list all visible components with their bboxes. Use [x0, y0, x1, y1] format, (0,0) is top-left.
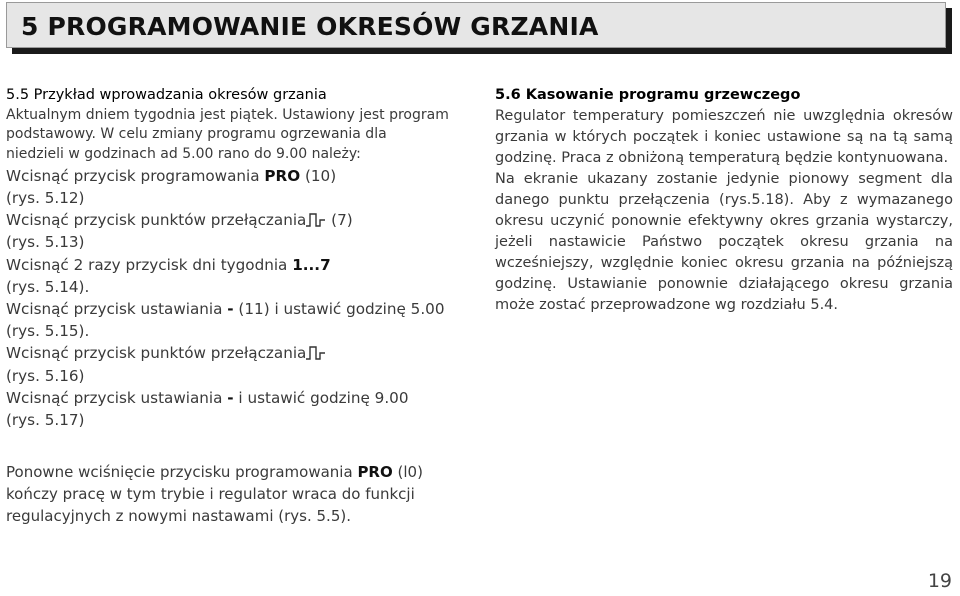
key-label: PRO	[264, 166, 301, 185]
closing-paragraph	[6, 461, 436, 527]
step-text: (10)	[300, 166, 337, 185]
switch-point-pulse-icon	[306, 346, 326, 360]
closing-line: regulacyjnych z nowymi nastawami (rys. 5.5).	[6, 507, 351, 525]
paragraph: Na ekranie ukazany zostanie jedynie pionowy segment dla danego punktu przełączenia (rys.5.18). Aby z wymazanego okresu uczynić ponownie efektywny okres grzania wystarczy, jeżeli nastawicie Państwo początek okresu grzania na wcześniejszy, względnie koniec okresu grzania na późniejszą godzinę. Ustawianie ponownie działającego okresu grzania może zostać przeprowadzone wg rozdziału 5.4.	[495, 170, 953, 313]
figure-ref: (rys. 5.15).	[6, 322, 90, 341]
closing-line: kończy pracę w tym trybie i regulator wraca do funkcji	[6, 485, 415, 503]
key-label: PRO	[357, 463, 393, 481]
step-line	[6, 387, 476, 409]
key-label: -	[227, 388, 234, 407]
step-line	[6, 254, 476, 276]
left-column	[6, 86, 476, 431]
intro-line: podstawowy. W celu zmiany programu ogrzewania dla	[6, 126, 387, 143]
closing-line	[6, 461, 436, 483]
key-label: 1...7	[292, 255, 331, 274]
intro-line: niedzieli w godzinach ad 5.00 rano do 9.00 należy:	[6, 146, 361, 163]
step-line	[6, 165, 476, 187]
step-text: (11) i ustawić godzinę 5.00	[233, 300, 445, 319]
paragraph: Regulator temperatury pomieszczeń nie uwzględnia okresów grzania w których początek i koniec ustawione są na tą samą godzinę. Praca z obniżoną temperaturą będzie kontynuowana.	[495, 107, 953, 166]
step-text: Wcisnąć przycisk ustawiania	[6, 388, 228, 407]
figure-ref: (rys. 5.17)	[6, 411, 85, 430]
step-text: Wcisnąć przycisk punktów przełączania	[6, 344, 307, 363]
closing-text: (l0)	[392, 463, 423, 481]
step-line	[6, 298, 476, 320]
section-heading-5-6: 5.6 Kasowanie programu grzewczego	[495, 87, 801, 103]
closing-text: Ponowne wciśnięcie przycisku programowania	[6, 463, 358, 481]
page-title: 5 PROGRAMOWANIE OKRESÓW GRZANIA	[21, 12, 599, 41]
step-text: (7)	[326, 211, 353, 230]
step-text: i ustawić godzinę 9.00	[233, 388, 409, 407]
step-line	[6, 209, 476, 231]
key-label: -	[227, 300, 234, 319]
step-text: Wcisnąć 2 razy przycisk dni tygodnia	[6, 255, 293, 274]
switch-point-pulse-icon	[306, 213, 326, 227]
right-column	[495, 86, 953, 316]
figure-ref: (rys. 5.16)	[6, 366, 85, 385]
step-line	[6, 342, 476, 364]
section-heading-5-5: 5.5 Przykład wprowadzania okresów grzania	[6, 87, 327, 103]
step-text: Wcisnąć przycisk punktów przełączania	[6, 211, 307, 230]
figure-ref: (rys. 5.13)	[6, 233, 85, 252]
page-number: 19	[927, 570, 952, 592]
figure-ref: (rys. 5.12)	[6, 189, 85, 208]
intro-line: Aktualnym dniem tygodnia jest piątek. Ustawiony jest program	[6, 106, 449, 123]
figure-ref: (rys. 5.14).	[6, 277, 90, 296]
header-bar	[6, 2, 946, 48]
step-text: Wcisnąć przycisk ustawiania	[6, 300, 228, 319]
step-text: Wcisnąć przycisk programowania	[6, 166, 265, 185]
